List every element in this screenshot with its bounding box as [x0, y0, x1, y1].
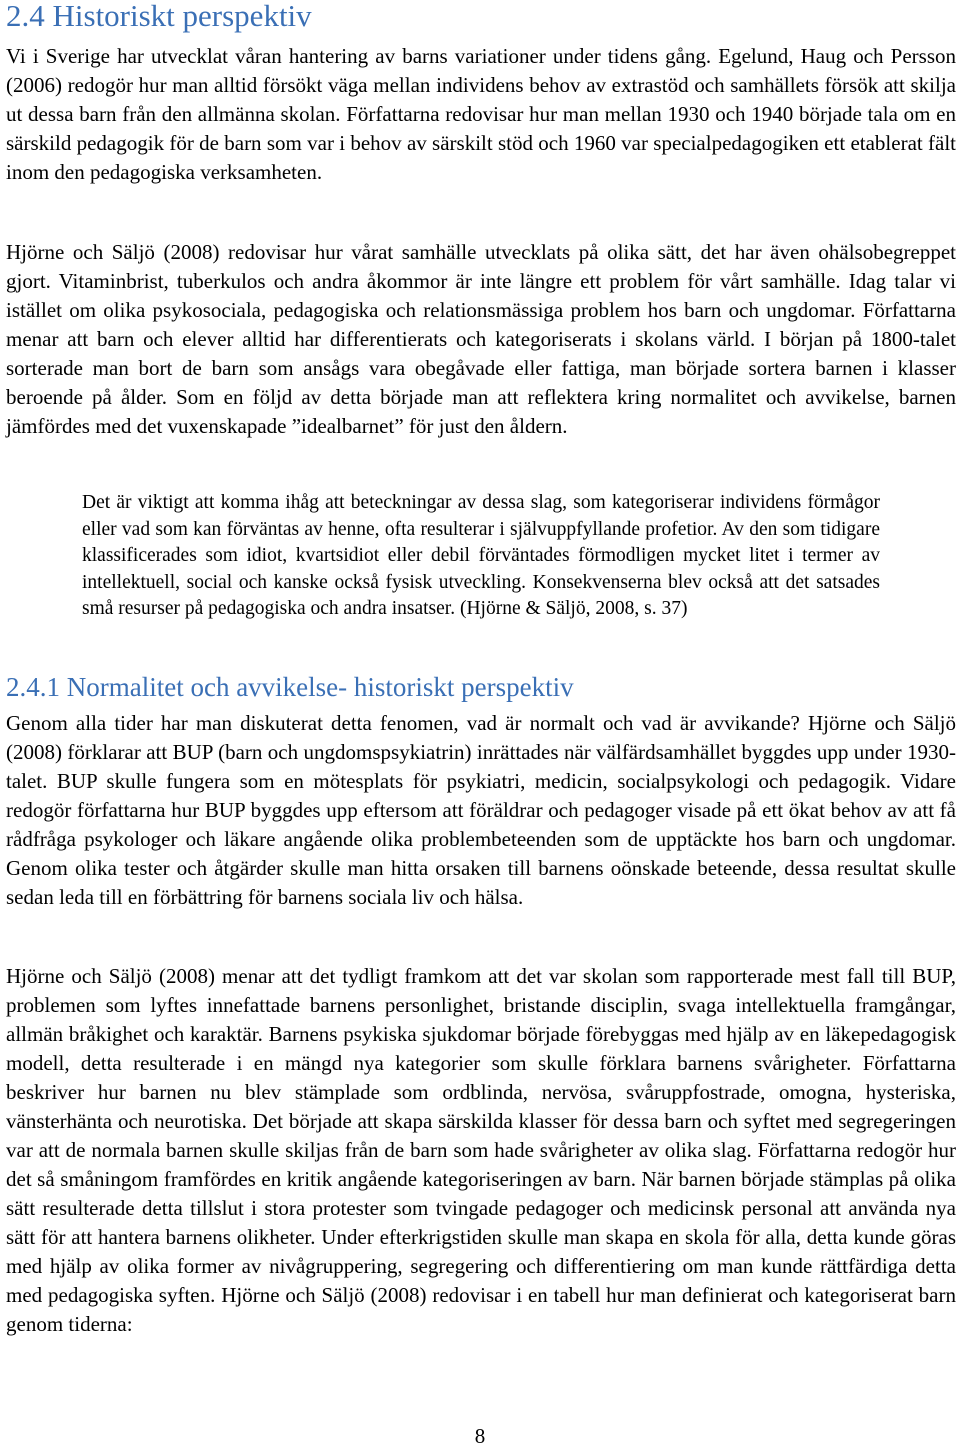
paragraph-hjorne-saljo: Hjörne och Säljö (2008) redovisar hur vårat samhälle utvecklats på olika sätt, det har även ohälsobegreppet gjort. Vitaminbrist, tuberkulos och andra åkommor är inte längre ett problem för vårt samhälle. Idag talar vi istället om olika psykosociala, pedagogiska och relationsmässiga problem hos barn och ungdomar. Författarna menar att barn och elever alltid har differentierats och kategoriserats i skolans värld. I början på 1800-talet sorterade man bort de barn som ansågs vara obegåvade eller fattiga, man började sortera barnen i klasser beroende på ålder. Som en följd av detta började man att reflektera kring normalitet och avvikelse, barnen jämfördes med det vuxenskapade ”idealbarnet” för just den åldern. [6, 240, 956, 438]
page-number: 8 [474, 1424, 486, 1448]
subsection-heading: 2.4.1 Normalitet och avvikelse- historiskt perspektiv [6, 672, 574, 702]
section-heading: 2.4 Historiskt perspektiv [6, 0, 312, 33]
paragraph-bup: Genom alla tider har man diskuterat detta fenomen, vad är normalt och vad är avvikande? Hjörne och Säljö (2008) förklarar att BUP (barn och ungdomspsykiatrin) inrättades när välfärdsamhället byggdes upp under 1930-talet. BUP skulle fungera som en mötesplats för psykiatri, medicin, socialpsykologi och pedagogik. Vidare redogör författarna hur BUP byggdes upp eftersom att föräldrar och pedagoger visade på ett ökat behov av att få rådfråga psykologer och läkare angående olika problembeteenden som de upptäckte hos barn och ungdomar. Genom olika tester och åtgärder skulle man hitta orsaken till barnens oönskade beteende, dessa resultat skulle sedan leda till en förbättring för barnens sociala liv och hälsa. [6, 711, 956, 909]
paragraph-intro: Vi i Sverige har utvecklat våran hantering av barns variationer under tidens gång. Egelund, Haug och Persson (2006) redogör hur man alltid försökt väga mellan individens behov av extrastöd och samhällets försök att skilja ut dessa barn från den allmänna skolan. Författarna redovisar hur man mellan 1930 och 1940 började tala om en särskild pedagogik för de barn som var i behov av särskilt stöd och 1960 var specialpedagogiken ett etablerat fält inom den pedagogiska verksamheten. [6, 44, 956, 184]
block-quote: Det är viktigt att komma ihåg att beteckningar av dessa slag, som kategoriserar individens förmågor eller vad som kan förväntas av henne, ofta resulterar i självuppfyllande profetior. Av den som tidigare klassificerades som idiot, kvartsidiot eller debil förväntades förmodligen mycket litet i termer av intellektuell, social och kanske också fysisk utveckling. Konsekvenserna blev också att det satsades små resurser på pedagogiska och andra insatser. (Hjörne & Säljö, 2008, s. 37) [82, 492, 880, 619]
paragraph-categorization: Hjörne och Säljö (2008) menar att det tydligt framkom att det var skolan som rapporterade mest fall till BUP, problemen som lyftes innefattade barnens personlighet, bristande disciplin, svaga intellektuella framgångar, allmän bråkighet och karaktär. Barnens psykiska sjukdomar började förebyggas med hjälp av en läkepedagogisk modell, detta resulterade i en mängd nya kategorier som skulle förklara barnens svårigheter. Författarna beskriver hur barnen nu blev stämplade som ordblinda, nervösa, svåruppfostrade, omogna, hysteriska, vänsterhänta och neurotiska. Det började att skapa särskilda klasser för dessa barn och syftet med segregeringen var att de normala barnen skulle skiljas från de barn som hade svårigheter av olika slag. Författarna redogör hur det så småningom framfördes en kritik angående kategoriseringen av barn. När barnen började stämplas på olika sätt resulterade detta tillslut i stora protester som tvingade pedagoger och medicinsk personal att använda nya sätt för att hantera barnens olikheter. Under efterkrigstiden skulle man skapa en skola för alla, detta kunde göras med hjälp av olika former av nivågruppering, segregering och differentiering om man kunde rättfärdiga detta med pedagogiska syften. Hjörne och Säljö (2008) redovisar i en tabell hur man definierat och kategoriserat barn genom tiderna: [6, 964, 956, 1336]
